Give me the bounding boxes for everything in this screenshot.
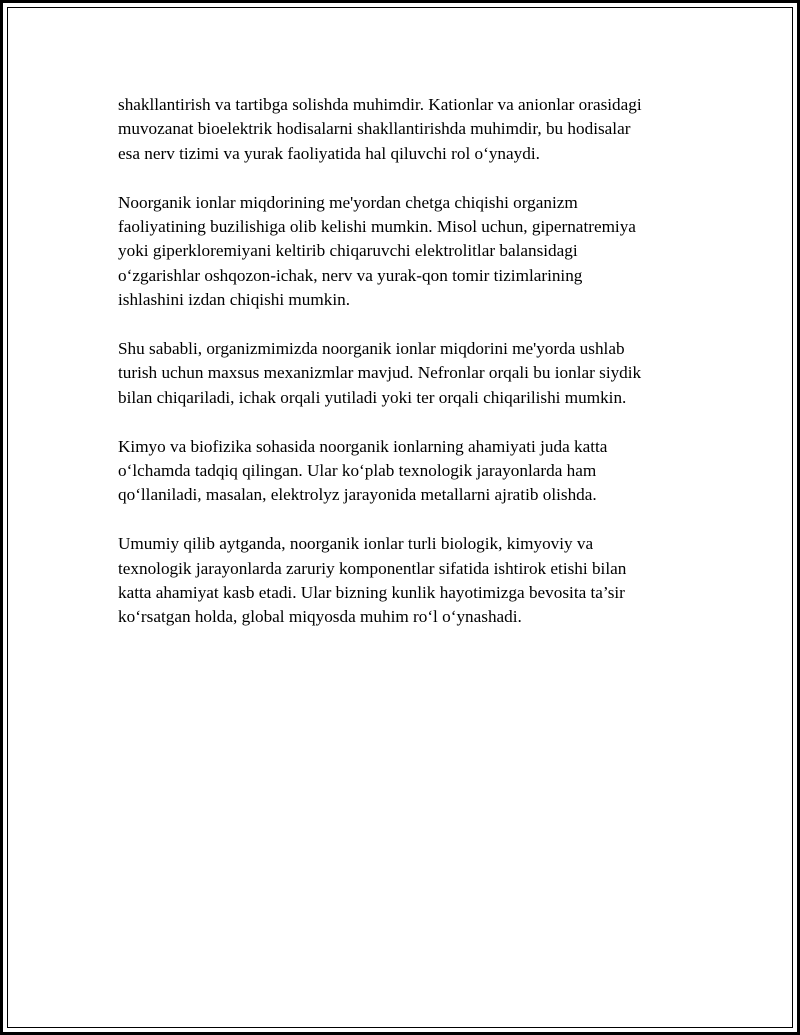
paragraph-1: shakllantirish va tartibga solishda muhimdir. Kationlar va anionlar orasidagi muvozanat bioelektrik hodisalarni shakllantirishda muhimdir, bu hodisalar esa nerv tizimi va yurak faoliyatida hal qiluvchi rol o‘ynaydi. — [118, 95, 642, 163]
document-body — [118, 93, 698, 654]
paragraph-3: Shu sababli, organizmimizda noorganik ionlar miqdorini me'yorda ushlab turish uchun maxsus mexanizmlar mavjud. Nefronlar orqali bu ionlar siydik bilan chiqariladi, ichak orqali yutiladi yoki ter orqali chiqarilishi mumkin. — [118, 339, 642, 407]
paragraph-5: Umumiy qilib aytganda, noorganik ionlar turli biologik, kimyoviy va texnologik jarayonlarda zaruriy komponentlar sifatida ishtirok etishi bilan katta ahamiyat kasb etadi. Ular bizning kunlik hayotimizga bevosita ta’sir ko‘rsatgan holda, global miqyosda muhim ro‘l o‘ynashadi. — [118, 534, 627, 627]
paragraph-2: Noorganik ionlar miqdorining me'yordan chetga chiqishi organizm faoliyatining buzilishiga olib kelishi mumkin. Misol uchun, gipernatremiya yoki giperkloremiyani keltirib chiqaruvchi elektrolitlar balansidagi o‘zgarishlar oshqozon-ichak, nerv va yurak-qon tomir tizimlarining ishlashini izdan chiqishi mumkin. — [118, 192, 636, 310]
paragraph-4: Kimyo va biofizika sohasida noorganik ionlarning ahamiyati juda katta o‘lchamda tadqiq qilingan. Ular ko‘plab texnologik jarayonlarda ham qo‘llaniladi, masalan, elektrolyz jarayonida metallarni ajratib olishda. — [118, 436, 608, 505]
